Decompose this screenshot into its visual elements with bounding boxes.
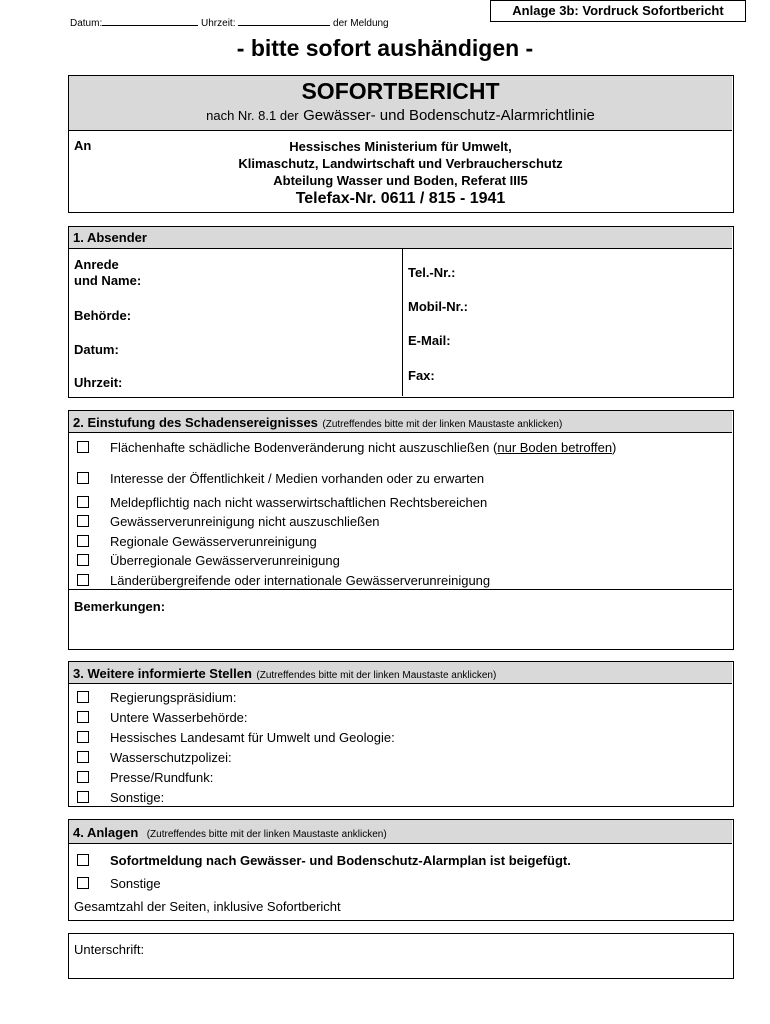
fax-label[interactable]: Fax: (408, 368, 435, 383)
signature-box[interactable] (68, 933, 734, 979)
uhrzeit-field[interactable] (238, 15, 330, 26)
datum-label: Datum: (70, 18, 103, 29)
recipient-fax: Telefax-Nr. 0611 / 815 - 1941 (295, 190, 506, 207)
recipient-line2: Klimaschutz, Landwirtschaft und Verbraucherschutz (238, 156, 563, 171)
gesamtzahl-seiten-label[interactable]: Gesamtzahl der Seiten, inklusive Sofortbericht (74, 899, 341, 914)
title-recipient-box (68, 75, 734, 213)
urgent-notice: - bitte sofort aushändigen - (236, 35, 534, 61)
section4-title: 4. Anlagen (73, 825, 139, 840)
mobil-label[interactable]: Mobil-Nr.: (408, 299, 468, 314)
checkbox-international[interactable] (77, 574, 89, 586)
checkbox-sonstige-stellen[interactable] (77, 791, 89, 803)
option-presse: Presse/Rundfunk: (110, 770, 214, 785)
option-sofortmeldung: Sofortmeldung nach Gewässer- und Bodenschutz-Alarmplan ist beigefügt. (110, 853, 571, 868)
recipient-line3: Abteilung Wasser und Boden, Referat III5 (273, 173, 528, 188)
section2-divider (69, 589, 732, 590)
checkbox-oeffentlichkeit[interactable] (77, 472, 89, 484)
option-sonstige-anlagen: Sonstige (110, 876, 161, 891)
option-oeffentlichkeit: Interesse der Öffentlichkeit / Medien vorhanden oder zu erwarten (110, 471, 485, 486)
datum-field[interactable] (102, 15, 198, 26)
checkbox-sonstige-anlagen[interactable] (77, 877, 89, 889)
uhrzeit-absender-label[interactable]: Uhrzeit: (74, 375, 123, 390)
email-label[interactable]: E-Mail: (408, 333, 451, 348)
option-wasserschutzpolizei: Wasserschutzpolizei: (110, 750, 232, 765)
option-regierungspraesidium: Regierungspräsidium: (110, 690, 237, 705)
checkbox-regierungspraesidium[interactable] (77, 691, 89, 703)
meldung-header-line (70, 15, 389, 29)
datum-absender-label[interactable]: Datum: (74, 342, 119, 357)
checkbox-wasserschutzpolizei[interactable] (77, 751, 89, 763)
option-meldepflichtig: Meldepflichtig nach nicht wasserwirtschaftlichen Rechtsbereichen (110, 495, 488, 510)
uhrzeit-label: Uhrzeit: (201, 18, 236, 29)
report-title: SOFORTBERICHT (301, 78, 500, 104)
an-label: An (74, 138, 92, 153)
option-sonstige-stellen: Sonstige: (110, 790, 165, 805)
subtitle-prefix: nach Nr. 8.1 der (206, 108, 299, 123)
section2-hint: (Zutreffendes bitte mit der linken Maustaste anklicken) (322, 419, 563, 430)
section4-hint: (Zutreffendes bitte mit der linken Maustaste anklicken) (146, 829, 387, 840)
option-regional: Regionale Gewässerverunreinigung (110, 534, 317, 549)
checkbox-landesamt[interactable] (77, 731, 89, 743)
subtitle-main: Gewässer- und Bodenschutz-Alarmrichtlinie (303, 107, 595, 124)
tel-label[interactable]: Tel.-Nr.: (408, 265, 456, 280)
section-informierte-stellen (68, 661, 734, 807)
option-boden (110, 440, 616, 455)
recipient-line1: Hessisches Ministerium für Umwelt, (289, 139, 512, 154)
checkbox-sofortmeldung[interactable] (77, 854, 89, 866)
option-wasserbehoerde: Untere Wasserbehörde: (110, 710, 248, 725)
name-label: und Name: (74, 273, 142, 288)
checkbox-regional[interactable] (77, 535, 89, 547)
anlage-badge: Anlage 3b: Vordruck Sofortbericht (490, 0, 746, 22)
section-anlagen (68, 819, 734, 921)
checkbox-ueberregional[interactable] (77, 554, 89, 566)
section2-header (69, 411, 732, 433)
option-boden-text: Flächenhafte schädliche Bodenveränderung nicht auszuschließen ( (110, 440, 498, 455)
checkbox-meldepflichtig[interactable] (77, 496, 89, 508)
checkbox-boden[interactable] (77, 441, 89, 453)
section-absender (68, 226, 734, 398)
option-gewaesser: Gewässerverunreinigung nicht auszuschließen (110, 514, 380, 529)
section1-title: 1. Absender (69, 227, 732, 249)
report-subtitle (69, 107, 732, 125)
anrede-name-label[interactable] (74, 257, 141, 289)
checkbox-presse[interactable] (77, 771, 89, 783)
section3-title: 3. Weitere informierte Stellen (73, 666, 252, 681)
section3-hint: (Zutreffendes bitte mit der linken Maustaste anklicken) (256, 670, 497, 681)
section4-header (69, 820, 732, 844)
checkbox-gewaesser[interactable] (77, 515, 89, 527)
option-landesamt: Hessisches Landesamt für Umwelt und Geologie: (110, 730, 395, 745)
nur-boden-link[interactable]: nur Boden betroffen (497, 440, 613, 455)
section3-header (69, 662, 732, 684)
checkbox-wasserbehoerde[interactable] (77, 711, 89, 723)
behoerde-label[interactable]: Behörde: (74, 308, 132, 323)
title-area (69, 76, 732, 131)
section-einstufung (68, 410, 734, 650)
option-international: Länderübergreifende oder internationale Gewässerverunreinigung (110, 573, 491, 588)
anrede-label: Anrede (74, 257, 119, 272)
signature-label: Unterschrift: (74, 942, 145, 957)
section1-divider (402, 248, 403, 396)
meldung-label: der Meldung (333, 18, 389, 29)
option-boden-close: ) (612, 440, 617, 455)
bemerkungen-label[interactable]: Bemerkungen: (74, 599, 166, 614)
section2-title: 2. Einstufung des Schadensereignisses (73, 415, 318, 430)
option-ueberregional: Überregionale Gewässerverunreinigung (110, 553, 340, 568)
recipient-address (69, 138, 732, 209)
